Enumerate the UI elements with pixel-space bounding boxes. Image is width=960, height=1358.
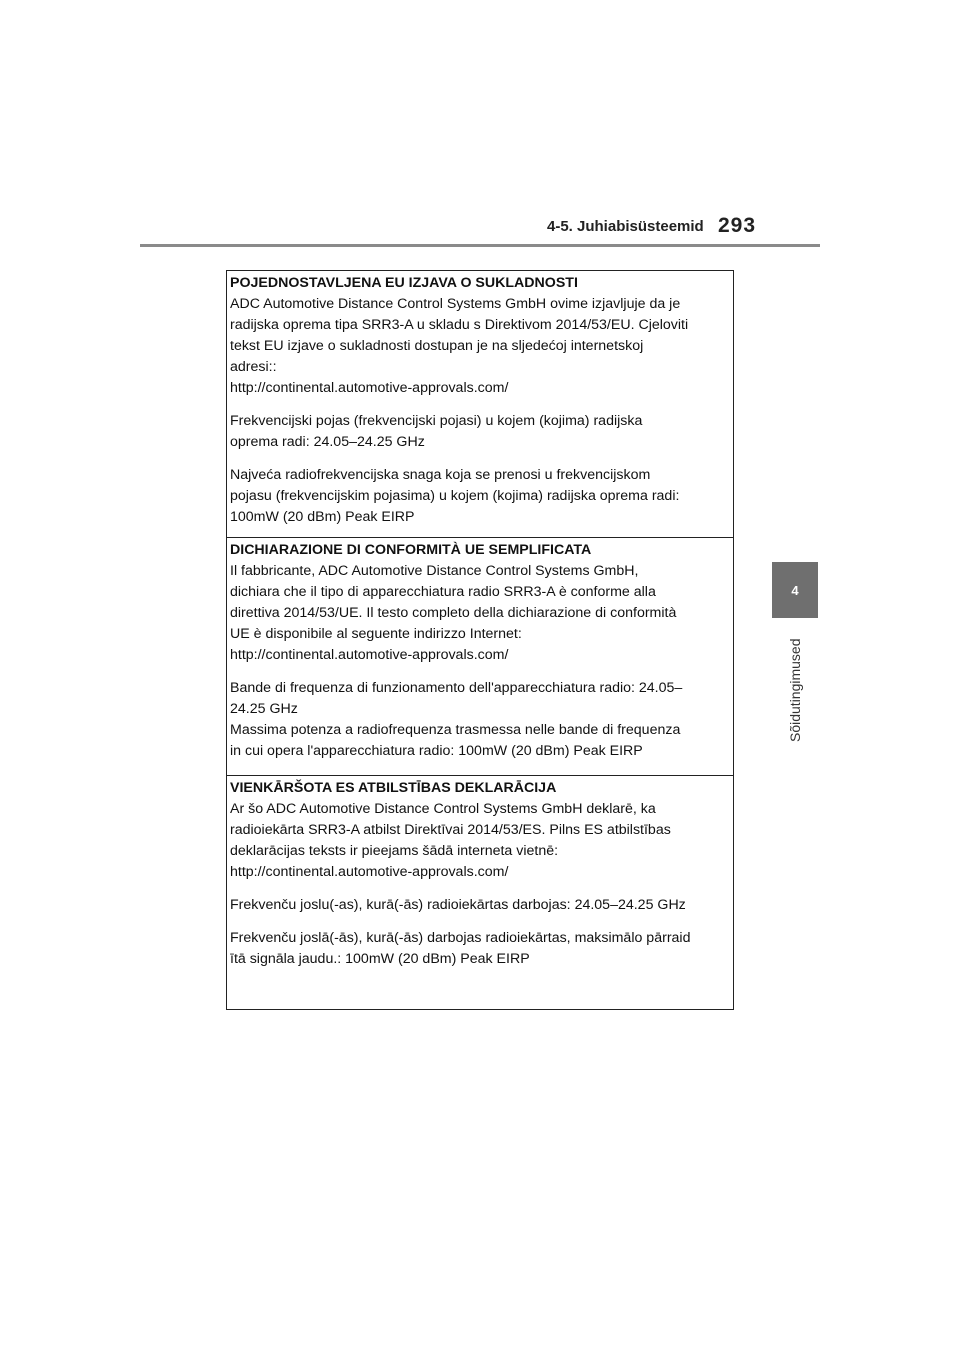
running-header-section: 4-5. Juhiabisüsteemid [547,218,704,235]
declaration-paragraph: Najveća radiofrekvencijska snaga koja se prenosi u frekvencijskom pojasu (frekvencijskim pojasima) u kojem (kojima) radijska oprema radi: 100mW (20 dBm) Peak EIRP [230,467,680,525]
declarations-box [226,270,734,1010]
declaration-paragraph: Il fabbricante, ADC Automotive Distance Control Systems GmbH, dichiara che il tipo di apparecchiatura radio SRR3-A è conforme alla direttiva 2014/53/UE. Il testo completo della dichiarazione di conformità UE è disponibile al seguente indirizzo Internet: http://continental.automotive-approvals.com/ [230,563,677,663]
declaration-latvian [227,776,733,1009]
declaration-paragraph: Ar šo ADC Automotive Distance Control Systems GmbH deklarē, ka radioiekārta SRR3-A atbilst Direktīvai 2014/53/ES. Pilns ES atbilstības deklarācijas teksts ir pieejams šādā interneta vietnē: http://continental.automotive-approvals.com/ [230,801,671,880]
declaration-paragraph: Frekvenču joslu(-as), kurā(-ās) radioiekārtas darbojas: 24.05–24.25 GHz [230,897,686,913]
declaration-paragraph: Frekvencijski pojas (frekvencijski pojasi) u kojem (kojima) radijska oprema radi: 24.05–24.25 GHz [230,413,643,450]
declaration-title: DICHIARAZIONE DI CONFORMITÀ UE SEMPLIFICATA [230,542,592,558]
declaration-title: VIENKĀRŠOTA ES ATBILSTĪBAS DEKLARĀCIJA [230,780,557,796]
declaration-croatian [227,271,733,538]
declaration-paragraph: Bande di frequenza di funzionamento dell'apparecchiatura radio: 24.05– 24.25 GHz Massima potenza a radiofrequenza trasmessa nelle bande di frequenza in cui opera l'apparecchiatura radio: 100mW (20 dBm) Peak EIRP [230,680,683,759]
declaration-paragraph: Frekvenču joslā(-ās), kurā(-ās) darbojas radioiekārtas, maksimālo pārraid ītā signāla jaudu.: 100mW (20 dBm) Peak EIRP [230,930,691,967]
declaration-italian [227,538,733,776]
chapter-tab: 4 [772,562,818,618]
declaration-title: POJEDNOSTAVLJENA EU IZJAVA O SUKLADNOSTI [230,275,578,291]
declaration-paragraph: ADC Automotive Distance Control Systems GmbH ovime izjavljuje da je radijska oprema tipa SRR3-A u skladu s Direktivom 2014/53/EU. Cjeloviti tekst EU izjave o sukladnosti dostupan je na sljedećoj internetskoj adresi:: http://continental.automotive-approvals.com/ [230,296,689,396]
chapter-label: Sõidutingimused [787,638,803,742]
page-number: 293 [718,214,757,237]
header-rule [140,244,820,247]
